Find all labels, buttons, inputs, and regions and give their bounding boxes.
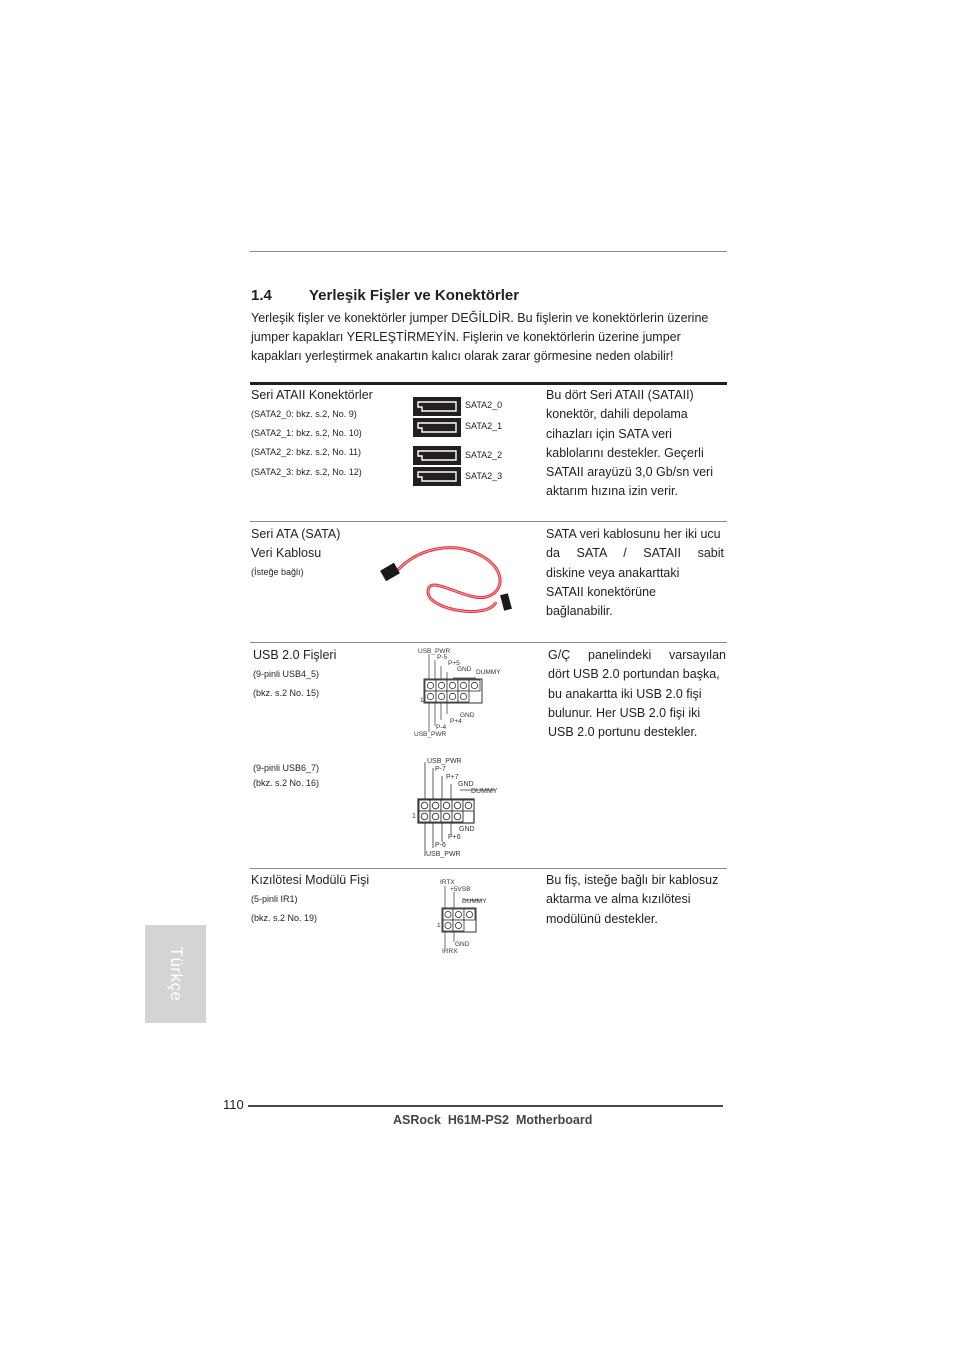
desc-line: Bu fiş, isteğe bağlı bir kablosuz <box>546 873 719 887</box>
sata-cable-name: Veri Kablosu <box>251 546 322 560</box>
row-divider <box>250 521 727 522</box>
desc-line: SATAII konektörüne <box>546 584 657 599</box>
sata-cable-name: Seri ATA (SATA) <box>251 527 341 541</box>
desc-line: bağlanabilir. <box>546 604 613 619</box>
section-number: 1.4 <box>251 287 272 304</box>
section-title: Yerleşik Fişler ve Konektörler <box>309 287 520 304</box>
desc-line: bu anakartta iki USB 2.0 fişi <box>548 686 702 701</box>
desc-line: aktarım hızına izin verir. <box>546 484 678 499</box>
pin-label: P+5 <box>448 660 460 667</box>
sata-cable-description <box>546 525 724 621</box>
pin-label: P+7 <box>446 774 459 781</box>
ir-header-description <box>546 871 718 929</box>
sata-port-icon <box>414 398 460 415</box>
pin-one-marker: 1 <box>420 697 424 704</box>
desc-line: G/Ç panelindeki varsayılan <box>548 648 726 662</box>
pin-one-marker: 1 <box>437 922 441 929</box>
sata-port-label: SATA2_1 <box>465 421 503 431</box>
pin-one-marker: 1 <box>412 813 416 820</box>
sata-ports-illustration <box>412 396 464 488</box>
pin-label: DUMMY <box>471 788 498 795</box>
intro-line: kapakları yerleştirmek anakartın kalıcı olarak zarar görmesine neden olabilir! <box>251 349 674 363</box>
desc-line: dört USB 2.0 portundan başka, <box>548 667 720 682</box>
ir-header-ref: (5-pinli IR1) <box>251 894 298 904</box>
sata-port-label: SATA2_2 <box>465 450 503 460</box>
intro-line: Yerleşik fişler ve konektörler jumper DEĞİLDİR. Bu fişlerin ve konektörlerin üzerine <box>251 311 709 325</box>
pin-label: IRTX <box>440 879 455 886</box>
desc-line: da SATA / SATAII sabit <box>546 546 724 561</box>
usb-header-ref: (bkz. s.2 No. 16) <box>253 778 320 788</box>
sata-ref: (SATA2_2: bkz. s.2, No. 11) <box>251 447 362 457</box>
desc-line: bulunur. Her USB 2.0 fişi iki <box>548 705 701 720</box>
intro-paragraph <box>251 309 708 366</box>
sata-cable-illustration <box>378 542 518 622</box>
sata-connectors-name: Seri ATAII Konektörler <box>251 388 373 402</box>
footer-rule <box>248 1105 723 1107</box>
section-heading <box>251 287 520 304</box>
usb-headers-name: USB 2.0 Fişleri <box>253 648 337 662</box>
pin-label: IRRX <box>442 948 458 955</box>
cable-plug-icon <box>380 563 400 581</box>
sata-connectors-description <box>546 386 713 502</box>
sata-port-icon <box>414 468 460 485</box>
sata-ref: (SATA2_1: bkz. s.2, No. 10) <box>251 428 362 438</box>
sata-port-label: SATA2_0 <box>465 400 503 410</box>
sata-port-icon <box>414 447 460 464</box>
ir-header-name: Kızılötesi Modülü Fişi <box>251 873 370 887</box>
footer-product: ASRock H61M-PS2 Motherboard <box>393 1113 593 1127</box>
pin-label: GND <box>458 781 474 788</box>
pin-label: P+6 <box>448 834 461 841</box>
desc-line: modülünü destekler. <box>546 911 658 926</box>
desc-line: konektör, dahili depolama <box>546 407 688 422</box>
sata-cable-note: (İsteğe bağlı) <box>251 567 304 577</box>
desc-line: Bu dört Seri ATAII (SATAII) <box>546 388 694 402</box>
desc-line: aktarma ve alma kızılötesi <box>546 892 691 907</box>
pin-label: DUMMY <box>476 669 501 676</box>
desc-line: cihazları için SATA veri <box>546 426 672 441</box>
page-number: 110 <box>223 1097 244 1112</box>
pin-label: USB_PWR <box>426 851 461 858</box>
row-divider <box>250 642 727 643</box>
ir-header-ref: (bkz. s.2 No. 19) <box>251 913 318 923</box>
usb-header-ref: (bkz. s.2 No. 15) <box>253 688 320 698</box>
desc-line: USB 2.0 portunu destekler. <box>548 725 698 740</box>
cable-plug-icon <box>500 593 512 611</box>
sata-ref: (SATA2_0: bkz. s.2, No. 9) <box>251 409 357 419</box>
usb-header-ref: (9-pinli USB6_7) <box>253 763 320 773</box>
sata-port-label: SATA2_3 <box>465 471 503 481</box>
pin-label: +5VSB <box>450 886 471 893</box>
desc-line: SATA veri kablosunu her iki ucu <box>546 527 721 541</box>
pin-label: USB_PWR <box>414 731 447 738</box>
pin-label: GND <box>460 712 475 719</box>
top-rule <box>250 251 727 252</box>
pin-label: P-5 <box>437 654 448 661</box>
pin-label: P+4 <box>450 718 462 725</box>
desc-line: kablolarını destekler. Geçerli <box>546 445 704 460</box>
language-tab-label: Türkçe <box>166 946 186 1002</box>
sata-ref: (SATA2_3: bkz. s.2, No. 12) <box>251 467 362 477</box>
desc-line: diskine veya anakarttaki <box>546 565 680 580</box>
usb-header-2-diagram <box>413 758 505 862</box>
intro-line: jumper kapakları YERLEŞTİRMEYİN. Fişlerin ve konektörlerin üzerine jumper <box>251 330 681 344</box>
usb-headers-description <box>548 646 726 742</box>
pin-label: P-7 <box>435 766 446 773</box>
desc-line: SATAII arayüzü 3,0 Gb/sn veri <box>546 465 713 480</box>
language-side-tab <box>145 925 206 1023</box>
pin-label: GND <box>457 666 472 673</box>
pin-label: GND <box>459 826 475 833</box>
row-divider <box>250 868 727 869</box>
pin-label: USB_PWR <box>427 758 462 765</box>
pin-label: P-6 <box>435 842 446 849</box>
pin-label: USB_PWR <box>418 648 451 655</box>
table-top-rule <box>250 382 727 385</box>
pin-label: DUMMY <box>462 898 487 905</box>
pin-label: GND <box>455 941 470 948</box>
usb-header-ref: (9-pinli USB4_5) <box>253 669 320 679</box>
pin-label: P-4 <box>436 724 447 731</box>
sata-port-icon <box>414 419 460 436</box>
